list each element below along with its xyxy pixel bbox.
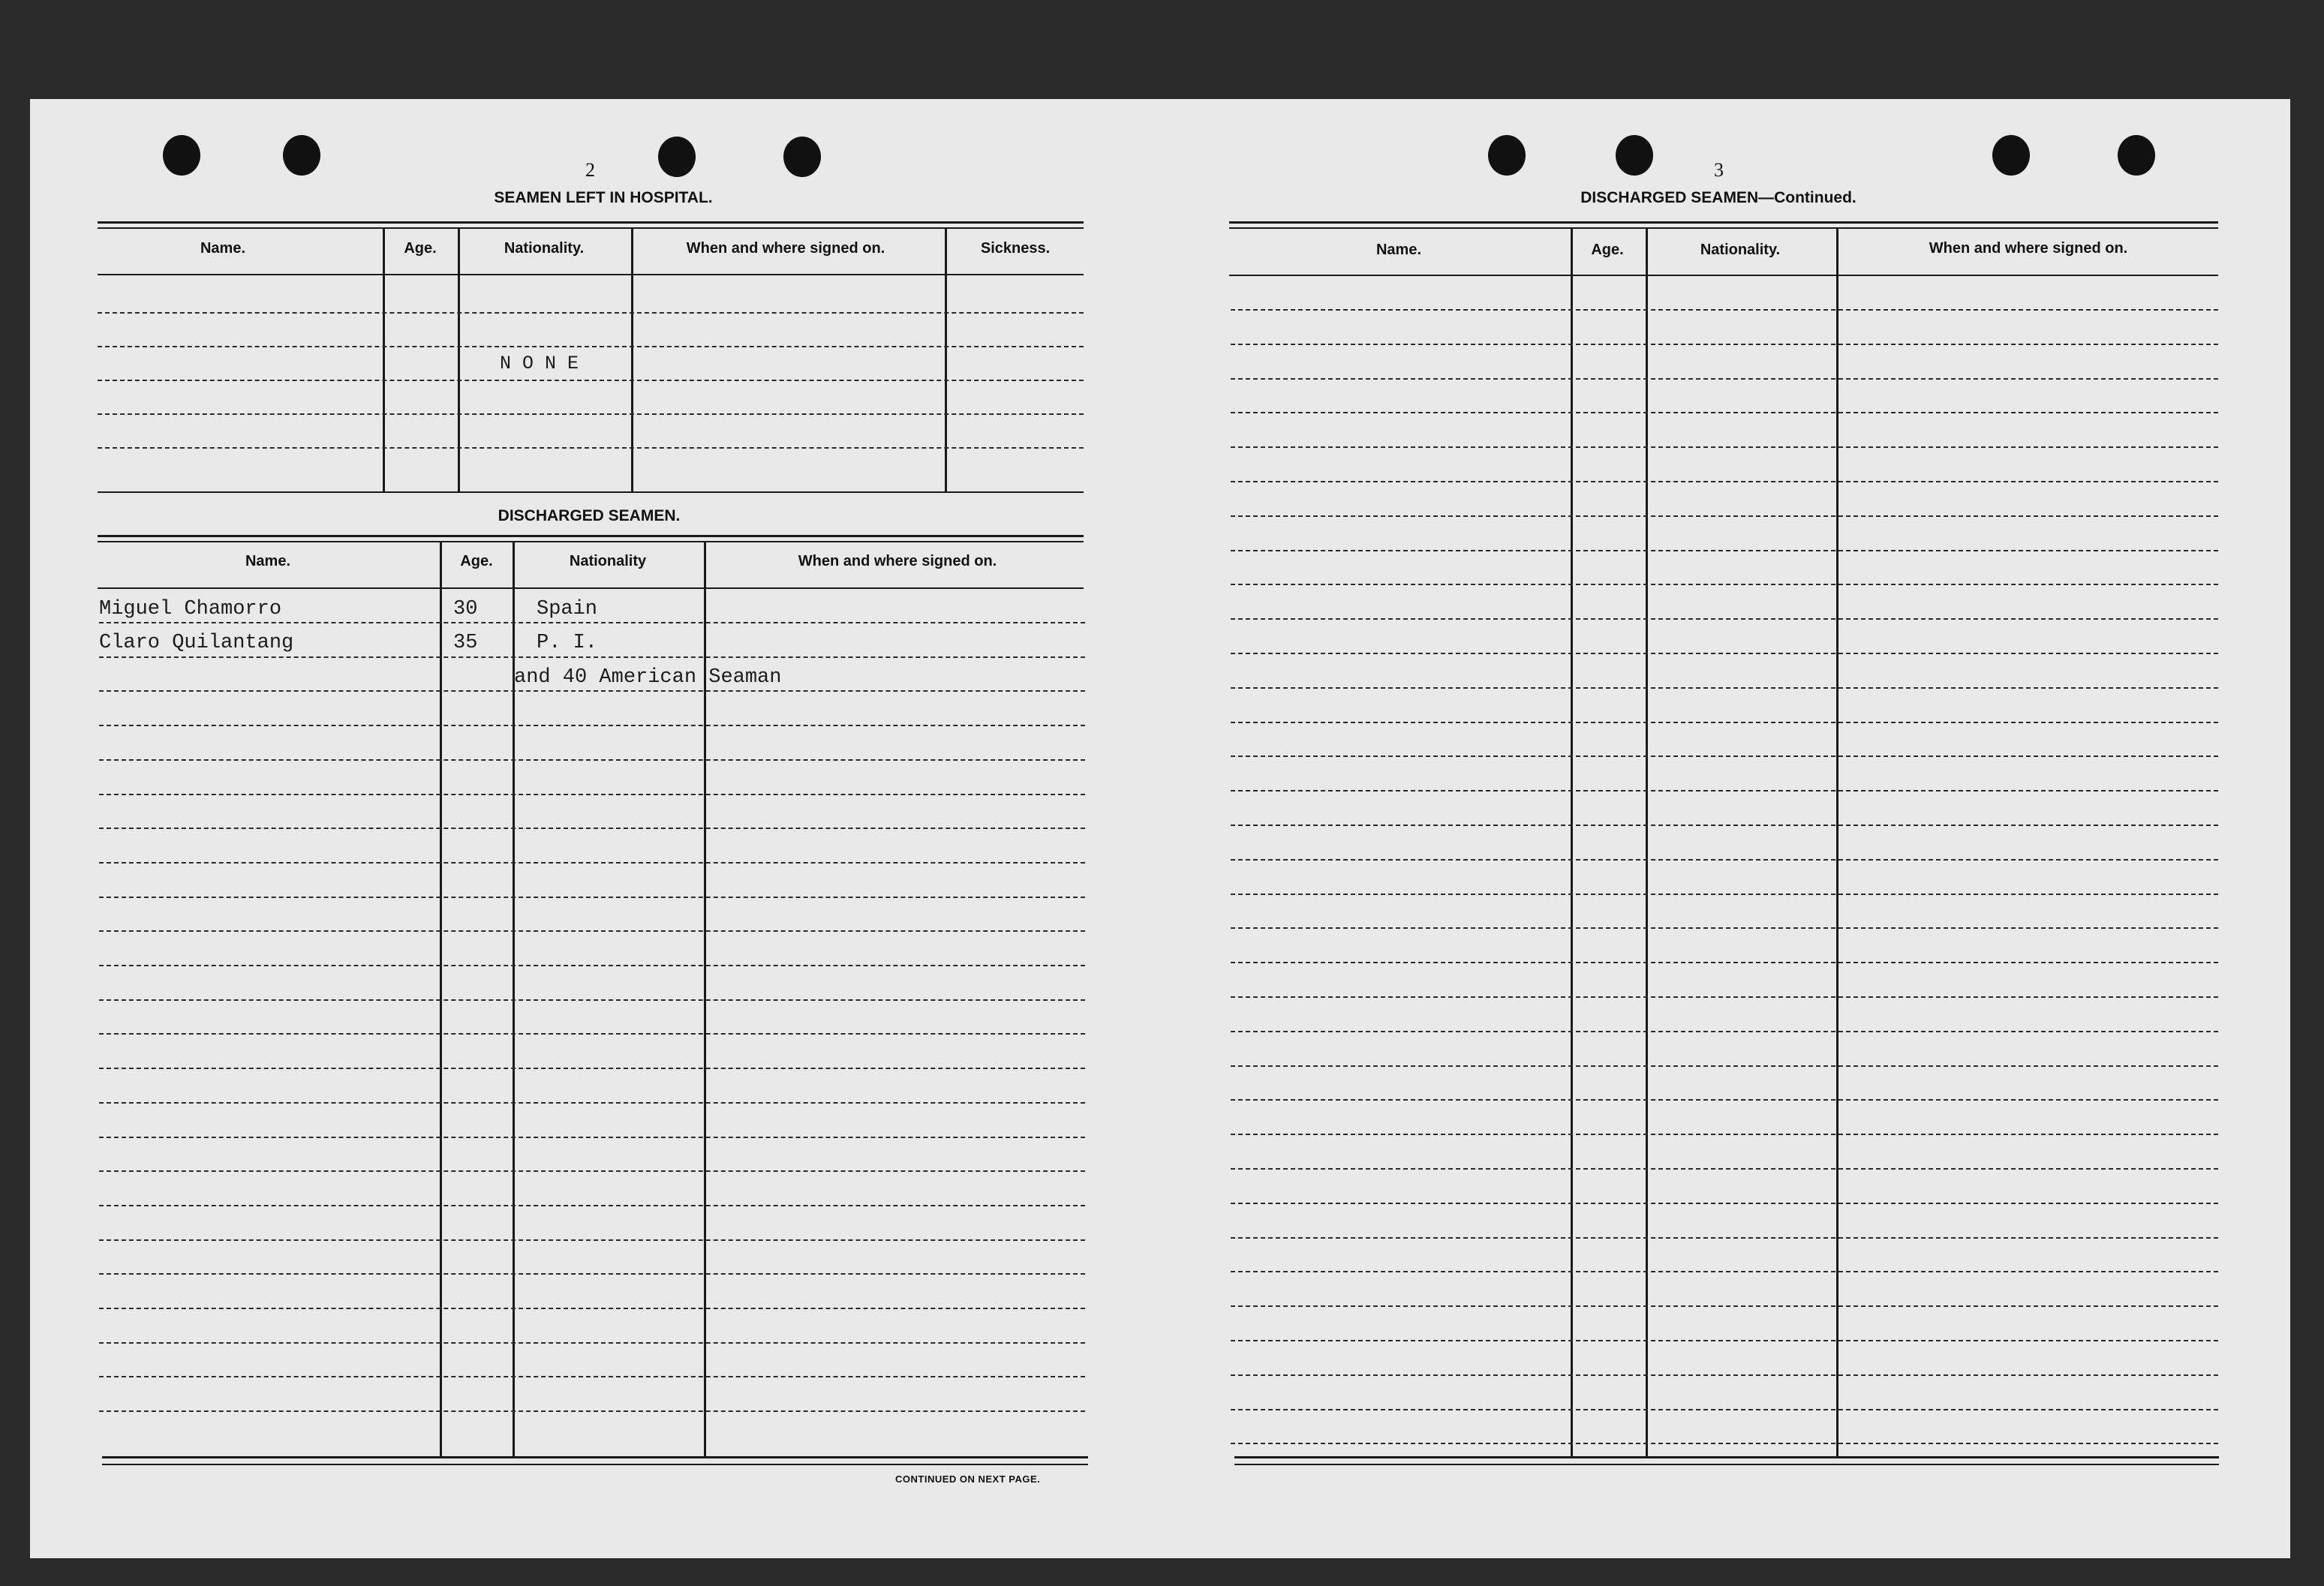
right-table-bottom-rule bbox=[1234, 1456, 2219, 1458]
row-line bbox=[98, 346, 1084, 347]
row-line bbox=[99, 897, 1085, 898]
row-line bbox=[1231, 446, 2218, 448]
row-line bbox=[1231, 1031, 2218, 1032]
row-line bbox=[99, 828, 1085, 829]
row-line bbox=[99, 690, 1085, 692]
hospital-section-title: SEAMEN LEFT IN HOSPITAL. bbox=[494, 189, 713, 206]
page-number-left: 2 bbox=[585, 159, 595, 181]
row-line bbox=[98, 413, 1084, 415]
american-seamen-note: and 40 American Seaman bbox=[514, 666, 782, 689]
row-line bbox=[99, 725, 1085, 726]
row-line bbox=[1231, 1237, 2218, 1239]
seaman-nationality: Spain bbox=[537, 598, 598, 620]
seaman-age: 35 bbox=[453, 632, 478, 654]
hospital-header-rule bbox=[98, 274, 1084, 275]
discharged-table-top-rule bbox=[98, 541, 1084, 542]
row-line bbox=[1231, 481, 2218, 482]
row-line bbox=[1231, 962, 2218, 963]
continued-footer: CONTINUED ON NEXT PAGE. bbox=[895, 1473, 1041, 1485]
row-line bbox=[99, 930, 1085, 932]
row-line bbox=[1231, 1409, 2218, 1410]
row-line bbox=[1231, 1305, 2218, 1307]
column-divider bbox=[631, 229, 633, 491]
right-table-top-rule bbox=[1229, 227, 2218, 229]
row-line bbox=[99, 1342, 1085, 1344]
discharged-section-title: DISCHARGED SEAMEN. bbox=[498, 507, 681, 524]
row-line bbox=[1231, 755, 2218, 757]
row-line bbox=[1231, 653, 2218, 654]
row-line bbox=[1231, 378, 2218, 380]
hospital-table-bottom-rule bbox=[98, 491, 1084, 493]
row-line bbox=[99, 656, 1085, 658]
punch-hole bbox=[658, 137, 696, 177]
seaman-name: Miguel Chamorro bbox=[99, 598, 282, 620]
hospital-table-top-rule bbox=[98, 227, 1084, 229]
seaman-nationality: P. I. bbox=[537, 632, 598, 654]
row-line bbox=[99, 1170, 1085, 1172]
column-header-nationality: Nationality bbox=[569, 553, 647, 569]
row-line bbox=[1231, 515, 2218, 517]
row-line bbox=[99, 1308, 1085, 1309]
row-line bbox=[1231, 687, 2218, 689]
row-line bbox=[1231, 1271, 2218, 1272]
hospital-none-entry: N O N E bbox=[500, 353, 579, 374]
column-header-when-where: When and where signed on. bbox=[686, 240, 885, 257]
discharged-continued-title: DISCHARGED SEAMEN—Continued. bbox=[1580, 189, 1856, 206]
row-line bbox=[99, 1033, 1085, 1035]
punch-hole bbox=[283, 135, 320, 176]
column-divider bbox=[945, 229, 947, 491]
row-line bbox=[99, 1273, 1085, 1275]
row-line bbox=[1231, 1203, 2218, 1204]
seaman-name: Claro Quilantang bbox=[99, 632, 294, 654]
right-header-rule bbox=[1229, 275, 2218, 276]
discharged-table-bottom-rule bbox=[102, 1464, 1088, 1465]
row-line bbox=[1231, 1134, 2218, 1135]
column-header-age: Age. bbox=[404, 240, 437, 257]
right-table-bottom-rule bbox=[1234, 1464, 2219, 1465]
hospital-table-top-rule bbox=[98, 221, 1084, 224]
row-line bbox=[99, 999, 1085, 1001]
row-line bbox=[98, 447, 1084, 449]
row-line bbox=[1231, 722, 2218, 723]
row-line bbox=[1231, 584, 2218, 585]
row-line bbox=[1231, 344, 2218, 345]
column-header-when-where: When and where signed on. bbox=[798, 553, 997, 569]
column-header-when-where: When and where signed on. bbox=[1929, 240, 2128, 257]
column-header-age: Age. bbox=[1591, 242, 1624, 258]
column-header-nationality: Nationality. bbox=[1700, 242, 1781, 258]
discharged-table-bottom-rule bbox=[102, 1456, 1088, 1458]
row-line bbox=[1231, 996, 2218, 998]
row-line bbox=[1231, 1168, 2218, 1170]
row-line bbox=[98, 312, 1084, 314]
seaman-age: 30 bbox=[453, 598, 478, 620]
row-line bbox=[98, 380, 1084, 381]
column-divider bbox=[383, 229, 385, 491]
row-line bbox=[1231, 1099, 2218, 1101]
column-header-nationality: Nationality. bbox=[504, 240, 585, 257]
row-line bbox=[1231, 309, 2218, 311]
row-line bbox=[99, 1239, 1085, 1241]
row-line bbox=[99, 1410, 1085, 1412]
column-header-name: Name. bbox=[200, 240, 246, 257]
discharged-table-top-rule bbox=[98, 535, 1084, 537]
row-line bbox=[1231, 618, 2218, 620]
punch-hole bbox=[2118, 135, 2155, 176]
row-line bbox=[1231, 859, 2218, 861]
page-number-right: 3 bbox=[1714, 159, 1724, 181]
row-line bbox=[99, 759, 1085, 761]
row-line bbox=[99, 1068, 1085, 1069]
column-header-name: Name. bbox=[1375, 242, 1422, 258]
row-line bbox=[1231, 790, 2218, 791]
row-line bbox=[99, 1137, 1085, 1138]
row-line bbox=[1231, 894, 2218, 895]
row-line bbox=[99, 1102, 1085, 1104]
row-line bbox=[1231, 1443, 2218, 1444]
punch-hole bbox=[1488, 135, 1526, 176]
column-divider bbox=[458, 229, 460, 491]
column-header-name: Name. bbox=[245, 553, 291, 569]
discharged-header-rule bbox=[98, 587, 1084, 589]
row-line bbox=[99, 862, 1085, 864]
row-line bbox=[1231, 825, 2218, 826]
row-line bbox=[99, 1376, 1085, 1377]
punch-hole bbox=[1616, 135, 1653, 176]
row-line bbox=[99, 622, 1085, 623]
column-header-sickness: Sickness. bbox=[980, 240, 1051, 257]
row-line bbox=[1231, 412, 2218, 413]
right-table-top-rule bbox=[1229, 221, 2218, 224]
row-line bbox=[99, 794, 1085, 795]
punch-hole bbox=[783, 137, 821, 177]
row-line bbox=[1231, 1374, 2218, 1376]
row-line bbox=[1231, 1340, 2218, 1341]
row-line bbox=[1231, 927, 2218, 929]
row-line bbox=[99, 965, 1085, 966]
row-line bbox=[1231, 1065, 2218, 1067]
row-line bbox=[1231, 550, 2218, 551]
row-line bbox=[99, 1205, 1085, 1206]
column-header-age: Age. bbox=[460, 553, 493, 569]
punch-hole bbox=[163, 135, 200, 176]
punch-hole bbox=[1992, 135, 2030, 176]
